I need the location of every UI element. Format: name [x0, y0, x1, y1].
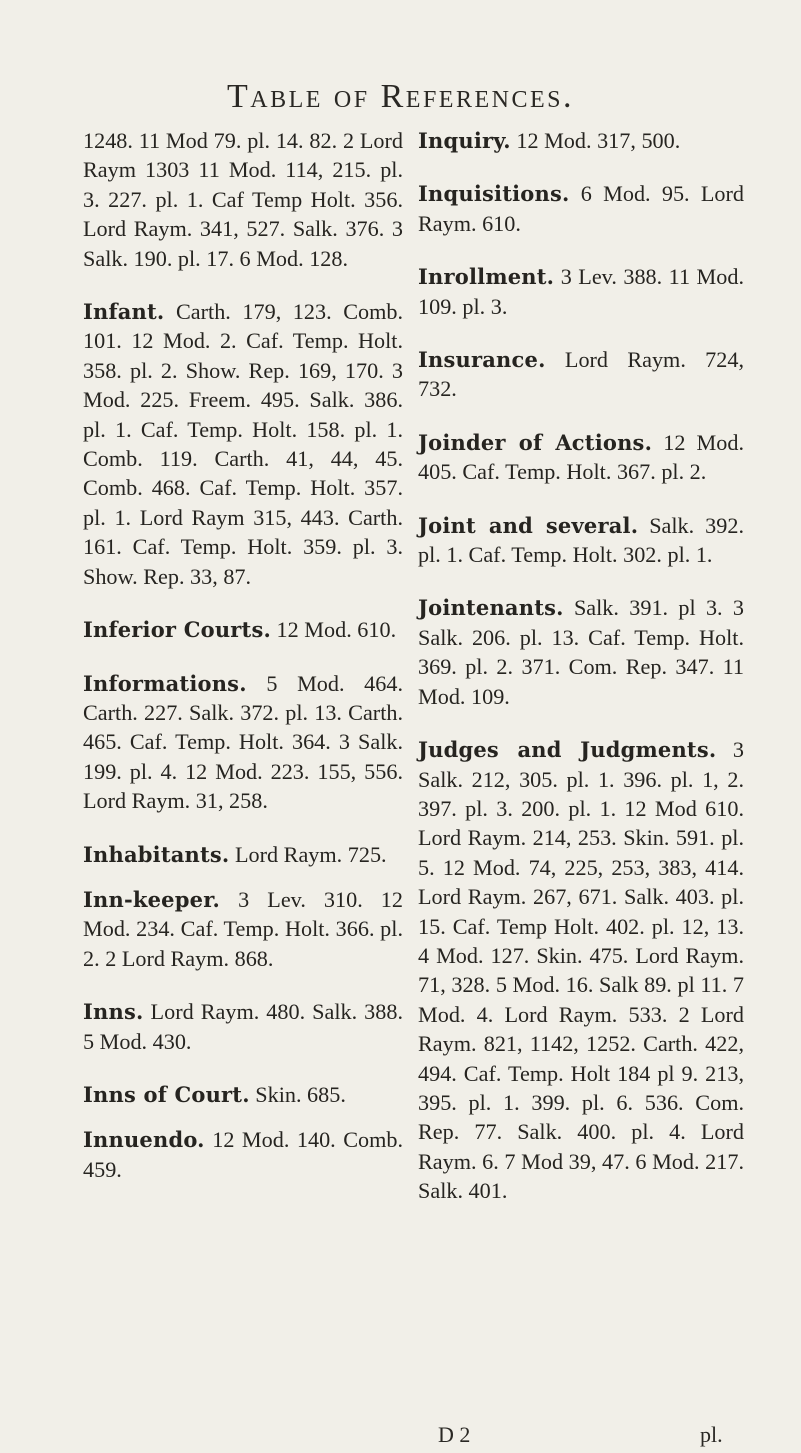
reference-citations: 3 Lev. 388. 11 Mod. 109. pl. 3. — [418, 264, 744, 319]
reference-entry — [418, 735, 744, 1206]
reference-entry — [83, 1080, 403, 1109]
entry-headword: Infant. — [83, 299, 165, 325]
entry-headword: Inferior Courts. — [83, 617, 271, 643]
right-column — [418, 126, 744, 1230]
reference-citations: Skin. 685. — [255, 1081, 346, 1107]
entry-headword: Inquisitions. — [418, 181, 570, 207]
entry-headword: Insurance. — [418, 347, 546, 373]
entry-headword: Inquiry. — [418, 128, 511, 153]
reference-entry — [418, 428, 744, 487]
running-head: Table of References. — [227, 78, 574, 115]
reference-citations: 12 Mod. 405. Caf. Temp. Holt. 367. pl. 2. — [418, 429, 744, 485]
reference-entry — [418, 126, 744, 155]
entry-headword: Informations. — [83, 670, 247, 696]
reference-entry — [83, 885, 403, 973]
reference-citations: 3 Salk. 212, 305. pl. 1. 396. pl. 1, 2. 397. pl. 3. 200. pl. 1. 12 Mod 610. Lord Raym. 214, 253. Skin. 591. pl. 5. 12 Mod. 74, 225, 253, 383, 414. Lord Raym. 267, 671. Salk. 403. pl. 15. Caf. Temp Holt. 402. pl. 12, 13. 4 Mod. 127. Skin. 475. Lord Raym. 71, 328. 5 Mod. 16. Salk 89. pl 11. 7 Mod. 4. Lord Raym. 533. 2 Lord Raym. 821, 1142, 1252. Carth. 422, 494. Caf. Temp. Holt 184 pl 9. 213, 395. pl. 1. 399. pl. 6. 536. Com. Rep. 77. Salk. 400. pl. 4. Lord Raym. 6. 7 Mod 39, 47. 6 Mod. 217. Salk. 401. — [418, 737, 745, 1204]
entry-headword: Innuendo. — [83, 1127, 205, 1153]
reference-citations: 5 Mod. 464. Carth. 227. Salk. 372. pl. 13. Carth. 465. Caf. Temp. Holt. 364. 3 Salk. 199. pl. 4. 12 Mod. 223. 155, 556. Lord Raym. 31, 258. — [83, 670, 404, 814]
reference-entry — [418, 593, 744, 711]
reference-citations: 12 Mod. 610. — [276, 617, 397, 643]
signature-mark: D 2 — [438, 1422, 471, 1447]
left-column — [83, 126, 403, 1208]
reference-citations: 12 Mod. 140. Comb. 459. — [83, 1127, 404, 1182]
entry-headword: Inns of Court. — [83, 1081, 250, 1107]
entry-headword: Judges and Judgments. — [418, 737, 717, 763]
entry-headword: Jointenants. — [418, 595, 564, 621]
reference-citations: Carth. 179, 123. Comb. 101. 12 Mod. 2. Caf. Temp. Holt. 358. pl. 2. Show. Rep. 169, 170. 3 Mod. 225. Freem. 495. Salk. 386. pl. 1. Caf. Temp. Holt. 158. pl. 1. Comb. 119. Carth. 41, 44, 45. Comb. 468. Caf. Temp. Holt. 357. pl. 1. Lord Raym 315, 443. Carth. 161. Caf. Temp. Holt. 359. pl. 3. Show. Rep. 33, 87. — [83, 299, 403, 589]
catchword: pl. — [700, 1422, 723, 1447]
reference-entry — [418, 345, 744, 404]
reference-citations: 6 Mod. 95. Lord Raym. 610. — [418, 181, 744, 236]
entry-headword: Inns. — [83, 999, 144, 1025]
entry-headword: Joinder of Actions. — [418, 429, 653, 455]
reference-entry — [83, 669, 403, 816]
reference-citations: Lord Raym. 725. — [234, 841, 387, 867]
reference-entry — [83, 997, 403, 1056]
reference-citations: Salk. 392. pl. 1. Caf. Temp. Holt. 302. pl. 1. — [418, 512, 744, 568]
reference-entry — [83, 297, 403, 591]
entry-headword: Inrollment. — [418, 264, 555, 290]
reference-entry — [83, 615, 403, 644]
reference-entry — [418, 179, 744, 238]
reference-citations: 12 Mod. 317, 500. — [516, 128, 681, 153]
reference-entry — [83, 1125, 403, 1184]
reference-entry — [83, 126, 403, 273]
reference-citations: Lord Raym. 480. Salk. 388. 5 Mod. 430. — [83, 999, 404, 1054]
reference-entry — [418, 262, 744, 321]
entry-headword: Inhabitants. — [83, 841, 230, 867]
reference-entry — [83, 840, 403, 869]
reference-citations: Salk. 391. pl 3. 3 Salk. 206. pl. 13. Caf. Temp. Holt. 369. pl. 2. 371. Com. Rep. 347. 11 Mod. 109. — [418, 595, 744, 709]
reference-citations: Lord Raym. 724, 732. — [418, 347, 744, 402]
reference-citations: 1248. 11 Mod 79. pl. 14. 82. 2 Lord Raym 1303 11 Mod. 114, 215. pl. 3. 227. pl. 1. Caf Temp Holt. 356. Lord Raym. 341, 527. Salk. 376. 3 Salk. 190. pl. 17. 6 Mod. 128. — [83, 128, 403, 271]
reference-citations: 3 Lev. 310. 12 Mod. 234. Caf. Temp. Holt. 366. pl. 2. 2 Lord Raym. 868. — [83, 886, 403, 971]
entry-headword: Inn-keeper. — [83, 886, 221, 912]
reference-entry — [418, 511, 744, 570]
entry-headword: Joint and several. — [418, 512, 639, 538]
